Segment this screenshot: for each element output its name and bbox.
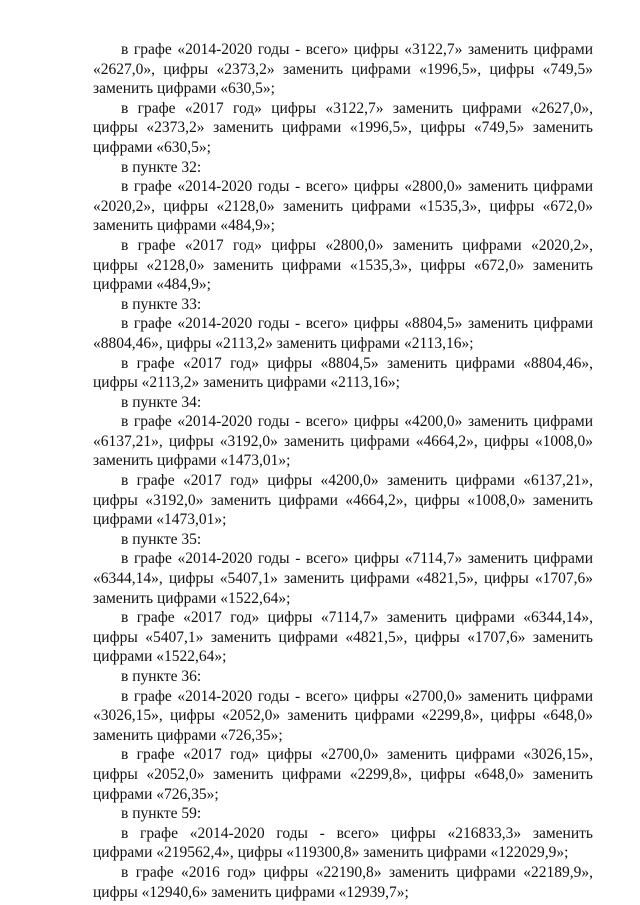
amendment-paragraph: в графе «2014-2020 годы - всего» цифры «8804,5» заменить цифрами «8804,46», цифры «2113,2» заменить цифрами «2113,16»; (93, 315, 593, 352)
point-heading-36: в пункте 36: (121, 668, 202, 685)
point-heading-33: в пункте 33: (121, 295, 202, 313)
amendment-paragraph: в графе «2014-2020 годы - всего» цифры «3122,7» заменить цифрами «2627,0», цифры «2373,2» заменить цифрами «1996,5», цифры «749,5» заменить цифрами «630,5»; (93, 41, 593, 98)
amendment-paragraph: в графе «2017 год» цифры «8804,5» заменить цифрами «8804,46», цифры «2113,2» заменить цифрами «2113,16»; (93, 354, 593, 392)
amendment-paragraph: в графе «2014-2020 годы - всего» цифры «2800,0» заменить цифрами «2020,2», цифры «2128,0» заменить цифрами «1535,3», цифры «672,0» заменить цифрами «484,9»; (93, 178, 593, 235)
amendment-paragraph: в графе «2014-2020 годы - всего» цифры «4200,0» заменить цифрами «6137,21», цифры «3192,0» заменить цифрами «4664,2», цифры «1008,0» заменить цифрами «1473,01»; (93, 413, 593, 470)
amendment-paragraph: в графе «2014-2020 годы - всего» цифры «7114,7» заменить цифрами «6344,14», цифры «5407,1» заменить цифрами «4821,5», цифры «1707,6» заменить цифрами «1522,64»; (93, 550, 593, 607)
amendment-paragraph: в графе «2017 год» цифры «3122,7» заменить цифрами «2627,0», цифры «2373,2» заменить цифрами «1996,5», цифры «749,5» заменить цифрами «630,5»; (93, 99, 593, 156)
amendment-paragraph: в графе «2017 год» цифры «2800,0» заменить цифрами «2020,2», цифры «2128,0» заменить цифрами «1535,3», цифры «672,0» заменить цифрами «484,9»; (93, 236, 593, 294)
amendment-paragraph: в графе «2017 год» цифры «7114,7» заменить цифрами «6344,14», цифры «5407,1» заменить цифрами «4821,5», цифры «1707,6» заменить цифрами «1522,64»; (93, 609, 593, 666)
amendment-paragraph: в графе «2017 год» цифры «4200,0» заменить цифрами «6137,21», цифры «3192,0» заменить цифрами «4664,2», цифры «1008,0» заменить цифрами «1473,01»; (93, 472, 593, 529)
point-heading-59: в пункте 59: (121, 805, 202, 823)
amendment-paragraph: в графе «2014-2020 годы - всего» цифры «216833,3» заменить цифрами «219562,4», цифры «119300,8» заменить цифрами «122029,9»; (93, 824, 593, 862)
amendment-paragraph: в графе «2017 год» цифры «2700,0» заменить цифрами «3026,15», цифры «2052,0» заменить цифрами «2299,8», цифры «648,0» заменить цифрами «726,35»; (93, 746, 593, 803)
amendment-paragraph: в графе «2014-2020 годы - всего» цифры «2700,0» заменить цифрами «3026,15», цифры «2052,0» заменить цифрами «2299,8», цифры «648,0» заменить цифрами «726,35»; (93, 687, 593, 744)
point-heading-35: в пункте 35: (121, 530, 202, 548)
amendment-paragraph: в графе «2016 год» цифры «22190,8» заменить цифрами «22189,9», цифры «12940,6» заменить цифрами «12939,7»; (93, 863, 593, 901)
point-heading-34: в пункте 34: (121, 393, 202, 411)
document-page (93, 40, 593, 902)
point-heading-32: в пункте 32: (121, 158, 202, 176)
